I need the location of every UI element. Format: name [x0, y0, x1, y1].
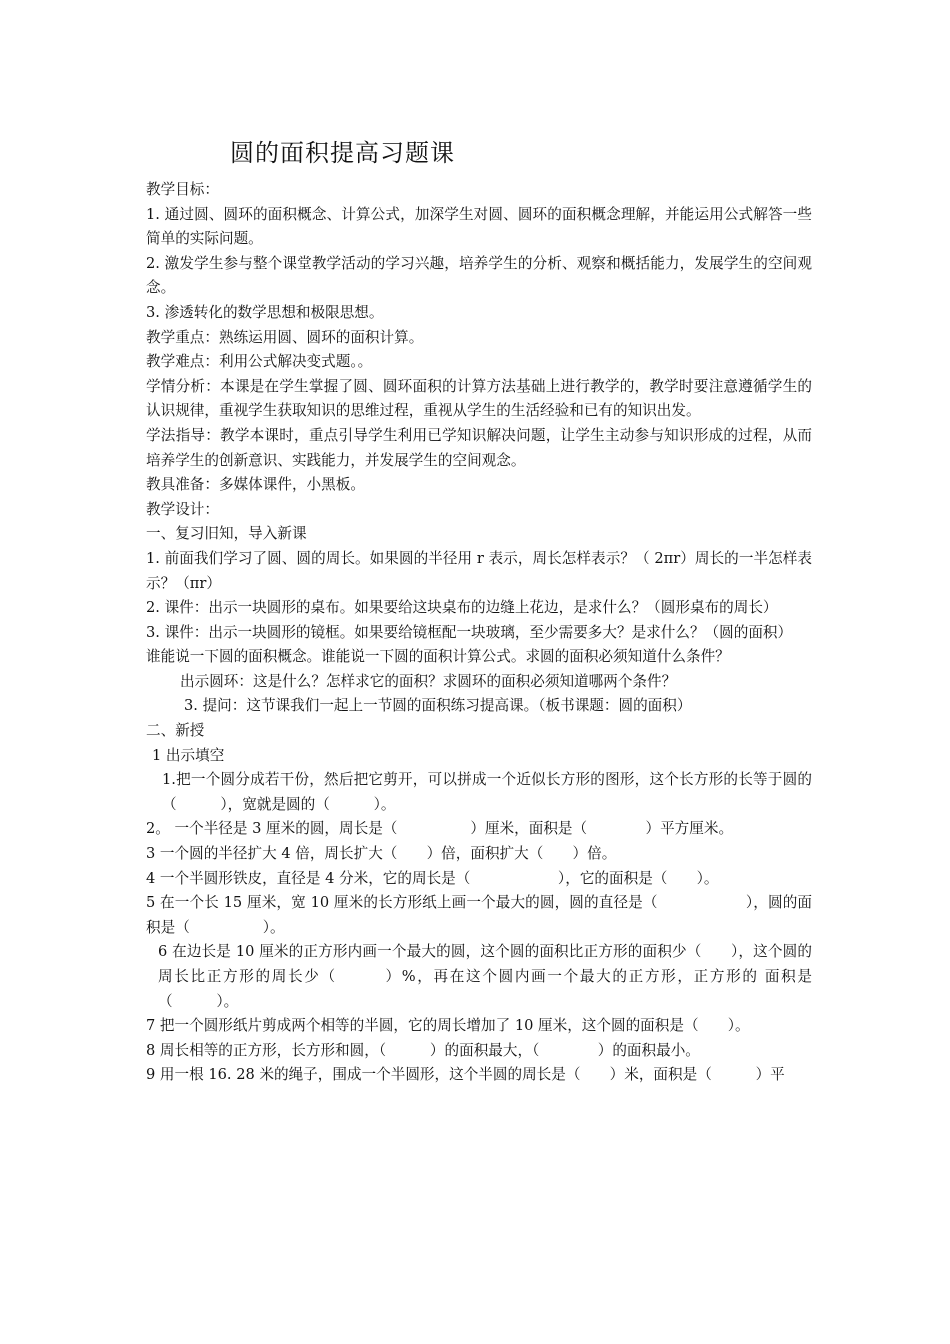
paragraph: 3 一个圆的半径扩大 4 倍，周长扩大（ ）倍，面积扩大（ ）倍。	[146, 845, 617, 863]
paragraph: 教学难点：利用公式解决变式题。。	[146, 353, 373, 371]
paragraph: 1. 前面我们学习了圆、圆的周长。如果圆的半径用 r 表示，周长怎样表示？（ 2πr）周长的一半怎样表示？（πr）	[146, 549, 812, 592]
paragraph: 2。 一个半径是 3 厘米的圆，周长是（ ）厘米，面积是（ ）平方厘米。	[146, 820, 734, 838]
paragraph: 二、新授	[146, 722, 205, 740]
paragraph: 6 在边长是 10 厘米的正方形内画一个最大的圆，这个圆的面积比正方形的面积少（ ），这个圆的周长比正方形的周长少（ ）%，再在这个圆内画一个最大的正方形，正方形的 面积是（ ）。	[158, 943, 812, 1010]
paragraph: 7 把一个圆形纸片剪成两个相等的半圆，它的周长增加了 10 厘米，这个圆的面积是（ ）。	[146, 1017, 750, 1035]
paragraph: 5 在一个长 15 厘米，宽 10 厘米的长方形纸上画一个最大的圆，圆的直径是（ ），圆的面积是（ ）。	[146, 894, 812, 936]
paragraph: 2. 课件：出示一块圆形的桌布。如果要给这块桌布的边缝上花边，是求什么？（圆形桌布的周长）	[146, 599, 778, 617]
paragraph: 学法指导：教学本课时，重点引导学生利用已学知识解决问题，让学生主动参与知识形成的过程，从而培养学生的创新意识、实践能力，并发展学生的空间观念。	[146, 426, 812, 469]
paragraph: 3. 提问：这节课我们一起上一节圆的面积练习提高课。（板书课题：圆的面积）	[184, 697, 692, 715]
paragraph: 3. 渗透转化的数学思想和极限思想。	[146, 303, 384, 321]
paragraph: 8 周长相等的正方形，长方形和圆，（ ）的面积最大，（ ）的面积最小。	[146, 1041, 700, 1059]
paragraph: 4 一个半圆形铁皮，直径是 4 分米，它的周长是（ ），它的面积是（ ）。	[146, 869, 719, 887]
paragraph: 出示圆环：这是什么？怎样求它的面积？求圆环的面积必须知道哪两个条件？	[180, 672, 677, 690]
document-body	[146, 178, 812, 1088]
paragraph: 9 用一根 16. 28 米的绳子，围成一个半圆形，这个半圆的周长是（ ）米，面积是（ ）平	[146, 1066, 785, 1084]
paragraph: 教学设计：	[146, 500, 219, 518]
paragraph: 1.把一个圆分成若干份，然后把它剪开，可以拼成一个近似长方形的图形，这个长方形的长等于圆的（ ），宽就是圆的（ ）。	[162, 771, 812, 813]
paragraph: 1 出示填空	[152, 746, 225, 764]
paragraph: 学情分析：本课是在学生掌握了圆、圆环面积的计算方法基础上进行教学的，教学时要注意遵循学生的认识规律，重视学生获取知识的思维过程，重视从学生的生活经验和已有的知识出发。	[146, 377, 812, 420]
paragraph: 1. 通过圆、圆环的面积概念、计算公式，加深学生对圆、圆环的面积概念理解，并能运用公式解答一些简单的实际问题。	[146, 205, 812, 248]
paragraph: 2. 激发学生参与整个课堂教学活动的学习兴趣，培养学生的分析、观察和概括能力，发展学生的空间观念。	[146, 254, 812, 297]
paragraph: 一、复习旧知，导入新课	[146, 525, 307, 543]
document-title: 圆的面积提高习题课	[230, 139, 455, 167]
paragraph: 谁能说一下圆的面积概念。谁能说一下圆的面积计算公式。求圆的面积必须知道什么条件？	[146, 648, 730, 666]
paragraph: 教具准备：多媒体课件，小黑板。	[146, 476, 365, 494]
paragraph: 3. 课件：出示一块圆形的镜框。如果要给镜框配一块玻璃，至少需要多大？是求什么？（圆的面积）	[146, 623, 793, 641]
paragraph: 教学目标：	[146, 181, 219, 198]
paragraph: 教学重点：熟练运用圆、圆环的面积计算。	[146, 328, 424, 346]
